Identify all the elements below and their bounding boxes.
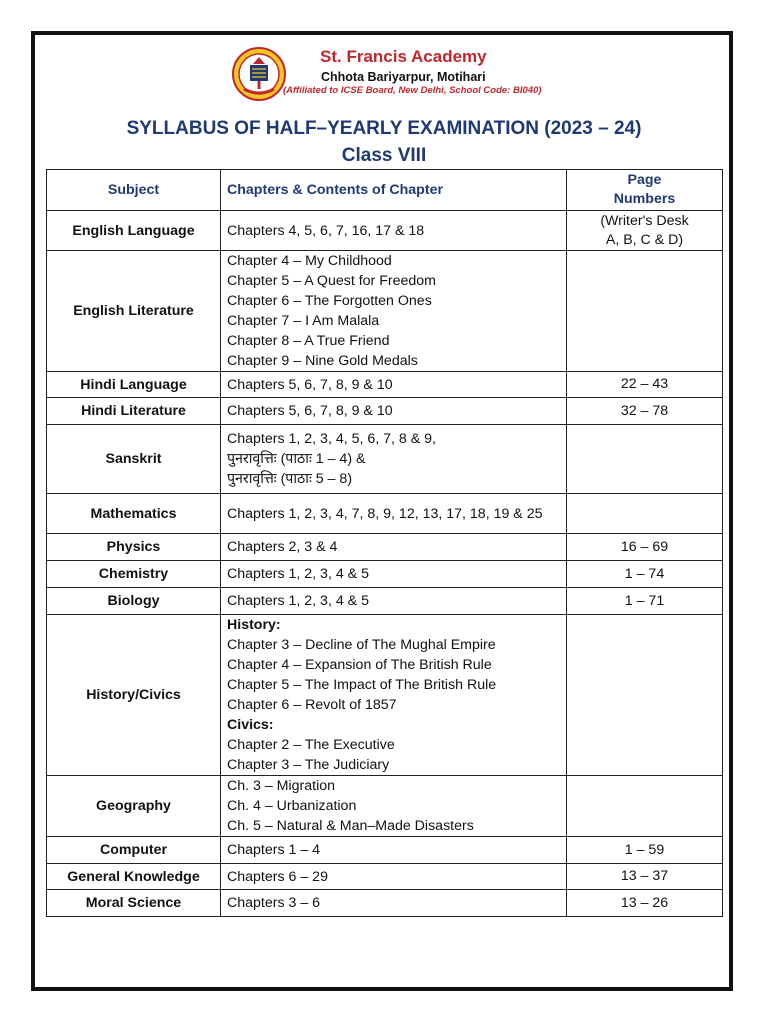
subject-cell: English Literature bbox=[47, 251, 221, 372]
table-row bbox=[47, 398, 723, 425]
pages-line: 16 – 69 bbox=[620, 538, 669, 555]
chapter-line: Chapter 5 – A Quest for Freedom bbox=[227, 273, 436, 289]
subject-cell: Physics bbox=[47, 534, 221, 561]
table-header-row bbox=[47, 170, 723, 211]
subject-cell: Hindi Language bbox=[47, 372, 221, 398]
pages-cell bbox=[567, 251, 723, 372]
pages-cell bbox=[567, 864, 723, 890]
chapters-cell bbox=[221, 425, 567, 494]
chapters-cell bbox=[221, 837, 567, 864]
table-row bbox=[47, 615, 723, 776]
syllabus-table bbox=[46, 169, 723, 917]
pages-cell bbox=[567, 425, 723, 494]
table-row bbox=[47, 864, 723, 890]
chapter-line: पुनरावृत्तिः (पाठाः 1 – 4) & bbox=[227, 451, 366, 467]
subject-cell: Computer bbox=[47, 837, 221, 864]
pages-cell bbox=[567, 494, 723, 534]
table-row bbox=[47, 588, 723, 615]
subject-cell: Moral Science bbox=[47, 890, 221, 917]
table-row bbox=[47, 837, 723, 864]
table-row bbox=[47, 776, 723, 837]
pages-line: A, B, C & D) bbox=[605, 231, 684, 248]
chapter-line: Chapters 5, 6, 7, 8, 9 & 10 bbox=[227, 403, 393, 419]
pages-line: 32 – 78 bbox=[620, 402, 669, 419]
header-subject: Subject bbox=[47, 170, 221, 211]
pages-line: (Writer's Desk bbox=[600, 212, 689, 229]
chapter-line: Civics: bbox=[227, 717, 274, 733]
chapter-line: Chapters 2, 3 & 4 bbox=[227, 539, 338, 555]
pages-cell bbox=[567, 890, 723, 917]
header-pages bbox=[567, 170, 723, 211]
chapter-line: Chapters 1, 2, 3, 4 & 5 bbox=[227, 593, 369, 609]
chapter-line: Chapters 1, 2, 3, 4, 5, 6, 7, 8 & 9, bbox=[227, 431, 436, 447]
subject-cell: Mathematics bbox=[47, 494, 221, 534]
chapter-line: पुनरावृत्तिः (पाठाः 5 – 8) bbox=[227, 471, 353, 487]
table-row bbox=[47, 890, 723, 917]
table-row bbox=[47, 372, 723, 398]
chapter-line: Chapter 5 – The Impact of The British Rule bbox=[227, 677, 497, 693]
subject-cell: General Knowledge bbox=[47, 864, 221, 890]
chapter-line: Chapter 2 – The Executive bbox=[227, 737, 395, 753]
subject-cell: Sanskrit bbox=[47, 425, 221, 494]
table-row bbox=[47, 561, 723, 588]
school-logo-icon bbox=[232, 47, 286, 101]
chapter-line: Chapters 1 – 4 bbox=[227, 842, 321, 858]
chapter-line: Chapters 1, 2, 3, 4, 7, 8, 9, 12, 13, 17, 18, 19 & 25 bbox=[227, 505, 543, 522]
header-pages-line: Numbers bbox=[613, 191, 676, 207]
chapter-line: Chapters 4, 5, 6, 7, 16, 17 & 18 bbox=[227, 222, 425, 239]
pages-cell bbox=[567, 534, 723, 561]
header-pages-line: Page bbox=[627, 172, 662, 188]
subject-cell: Chemistry bbox=[47, 561, 221, 588]
chapters-cell bbox=[221, 776, 567, 837]
chapter-line: Ch. 5 – Natural & Man–Made Disasters bbox=[227, 818, 474, 834]
chapter-line: Chapters 1, 2, 3, 4 & 5 bbox=[227, 566, 369, 582]
pages-cell bbox=[567, 398, 723, 425]
pages-line: 1 – 71 bbox=[624, 592, 665, 609]
chapter-line: History: bbox=[227, 617, 281, 633]
table-row bbox=[47, 425, 723, 494]
chapters-cell bbox=[221, 588, 567, 615]
chapters-cell bbox=[221, 211, 567, 251]
subject-cell: Biology bbox=[47, 588, 221, 615]
table-row bbox=[47, 251, 723, 372]
pages-line: 22 – 43 bbox=[620, 376, 669, 392]
chapters-cell bbox=[221, 494, 567, 534]
chapter-line: Ch. 4 – Urbanization bbox=[227, 798, 357, 814]
chapters-cell bbox=[221, 615, 567, 776]
chapters-cell bbox=[221, 398, 567, 425]
chapter-line: Ch. 3 – Migration bbox=[227, 778, 336, 794]
school-address: Chhota Bariyarpur, Motihari bbox=[321, 70, 486, 84]
subject-cell: Geography bbox=[47, 776, 221, 837]
chapter-line: Chapters 3 – 6 bbox=[227, 895, 321, 911]
class-subtitle: Class VIII bbox=[341, 145, 427, 166]
pages-line: 1 – 59 bbox=[624, 841, 665, 858]
table-row bbox=[47, 211, 723, 251]
pages-cell bbox=[567, 561, 723, 588]
chapter-line: Chapter 9 – Nine Gold Medals bbox=[227, 353, 418, 369]
table-row bbox=[47, 494, 723, 534]
pages-cell bbox=[567, 776, 723, 837]
chapter-line: Chapter 4 – Expansion of The British Rule bbox=[227, 657, 492, 673]
pages-line: 13 – 37 bbox=[620, 868, 669, 884]
chapter-line: Chapter 7 – I Am Malala bbox=[227, 313, 380, 329]
chapter-line: Chapter 8 – A True Friend bbox=[227, 333, 390, 349]
pages-cell bbox=[567, 588, 723, 615]
chapter-line: Chapter 3 – The Judiciary bbox=[227, 757, 390, 773]
school-name: St. Francis Academy bbox=[320, 47, 487, 66]
chapter-line: Chapter 4 – My Childhood bbox=[227, 253, 392, 269]
chapter-line: Chapter 6 – Revolt of 1857 bbox=[227, 697, 397, 713]
chapters-cell bbox=[221, 890, 567, 917]
pages-line: 13 – 26 bbox=[620, 894, 669, 911]
pages-cell bbox=[567, 837, 723, 864]
subject-cell: History/Civics bbox=[47, 615, 221, 776]
chapter-line: Chapter 3 – Decline of The Mughal Empire bbox=[227, 637, 496, 653]
chapters-cell bbox=[221, 864, 567, 890]
school-header bbox=[0, 45, 768, 105]
pages-cell bbox=[567, 372, 723, 398]
chapter-line: Chapters 5, 6, 7, 8, 9 & 10 bbox=[227, 376, 393, 393]
pages-cell bbox=[567, 211, 723, 251]
document-title: SYLLABUS OF HALF–YEARLY EXAMINATION (2023 – 24) bbox=[126, 118, 642, 139]
chapter-line: Chapters 6 – 29 bbox=[227, 868, 328, 885]
chapters-cell bbox=[221, 251, 567, 372]
chapters-cell bbox=[221, 534, 567, 561]
school-affiliation: (Affiliated to ICSE Board, New Delhi, School Code: BI040) bbox=[283, 85, 542, 96]
pages-cell bbox=[567, 615, 723, 776]
pages-line: 1 – 74 bbox=[624, 565, 665, 582]
table-row bbox=[47, 534, 723, 561]
header-chapters: Chapters & Contents of Chapter bbox=[221, 170, 567, 211]
subject-cell: English Language bbox=[47, 211, 221, 251]
subject-cell: Hindi Literature bbox=[47, 398, 221, 425]
chapter-line: Chapter 6 – The Forgotten Ones bbox=[227, 293, 432, 309]
chapters-cell bbox=[221, 372, 567, 398]
chapters-cell bbox=[221, 561, 567, 588]
